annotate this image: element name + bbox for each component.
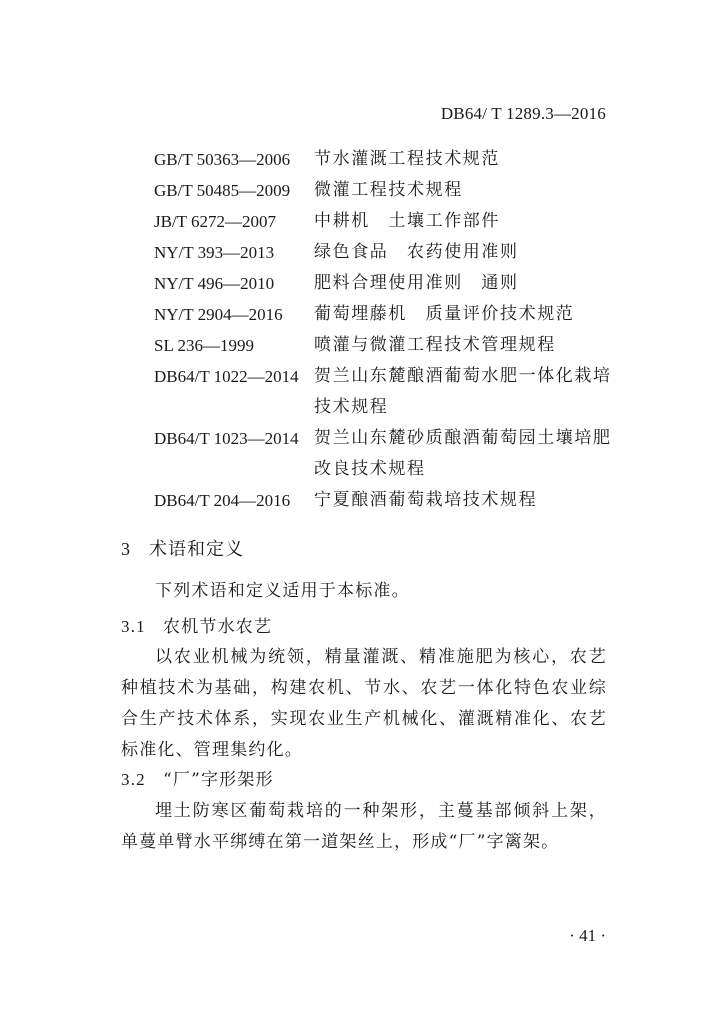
reference-row [154, 144, 624, 175]
reference-row [154, 206, 624, 237]
reference-code: NY/T 496—2010 [154, 274, 275, 293]
reference-row [154, 237, 624, 268]
term-heading [121, 765, 274, 790]
reference-code: GB/T 50363—2006 [154, 150, 291, 169]
section-heading [121, 535, 244, 561]
standard-code-header: DB64/ T 1289.3—2016 [440, 104, 606, 123]
term-title: 农机节水农艺 [163, 617, 273, 637]
reference-title: 宁夏酿酒葡萄栽培技术规程 [314, 490, 538, 510]
section-title: 术语和定义 [149, 539, 244, 560]
reference-row [154, 268, 624, 299]
normative-references-list [154, 144, 624, 516]
reference-code: DB64/T 204—2016 [154, 491, 291, 510]
reference-code: SL 236—1999 [154, 336, 254, 355]
reference-title: 节水灌溉工程技术规范 [314, 149, 500, 169]
reference-title: 贺兰山东麓酿酒葡萄水肥一体化栽培技术规程 [314, 366, 612, 417]
reference-row [154, 299, 624, 330]
reference-code: GB/T 50485—2009 [154, 181, 291, 200]
reference-title: 喷灌与微灌工程技术管理规程 [314, 335, 556, 355]
reference-code: DB64/T 1022—2014 [154, 367, 299, 386]
reference-row [154, 361, 624, 423]
reference-title: 中耕机 土壤工作部件 [314, 211, 500, 231]
reference-row [154, 485, 624, 516]
reference-title: 贺兰山东麓砂质酿酒葡萄园土壤培肥改良技术规程 [314, 428, 612, 479]
reference-title: 微灌工程技术规程 [314, 180, 463, 200]
page-number: · 41 · [569, 926, 606, 945]
reference-title: 肥料合理使用准则 通则 [314, 273, 519, 293]
term-definition: 埋土防寒区葡萄栽培的一种架形，主蔓基部倾斜上架，单蔓单臂水平绑缚在第一道架丝上，形成“厂”字篱架。 [121, 801, 607, 852]
term-definition: 以农业机械为统领，精量灌溉、精准施肥为核心，农艺种植技术为基础，构建农机、节水、农艺一体化特色农业综合生产技术体系，实现农业生产机械化、灌溉精准化、农艺标准化、管理集约化。 [121, 647, 607, 760]
term-number: 3.2 [121, 770, 146, 789]
reference-code: NY/T 393—2013 [154, 243, 275, 262]
section-number: 3 [121, 539, 131, 559]
reference-title: 葡萄埋藤机 质量评价技术规范 [314, 304, 575, 324]
reference-row [154, 423, 624, 485]
section-intro-paragraph: 下列术语和定义适用于本标准。 [155, 581, 410, 601]
term-title: “厂”字形架形 [163, 770, 274, 790]
reference-code: DB64/T 1023—2014 [154, 429, 299, 448]
reference-code: JB/T 6272—2007 [154, 212, 277, 231]
reference-row [154, 175, 624, 206]
reference-code: NY/T 2904—2016 [154, 305, 283, 324]
reference-title: 绿色食品 农药使用准则 [314, 242, 519, 262]
reference-row [154, 330, 624, 361]
term-number: 3.1 [121, 617, 146, 636]
term-heading [121, 612, 272, 637]
